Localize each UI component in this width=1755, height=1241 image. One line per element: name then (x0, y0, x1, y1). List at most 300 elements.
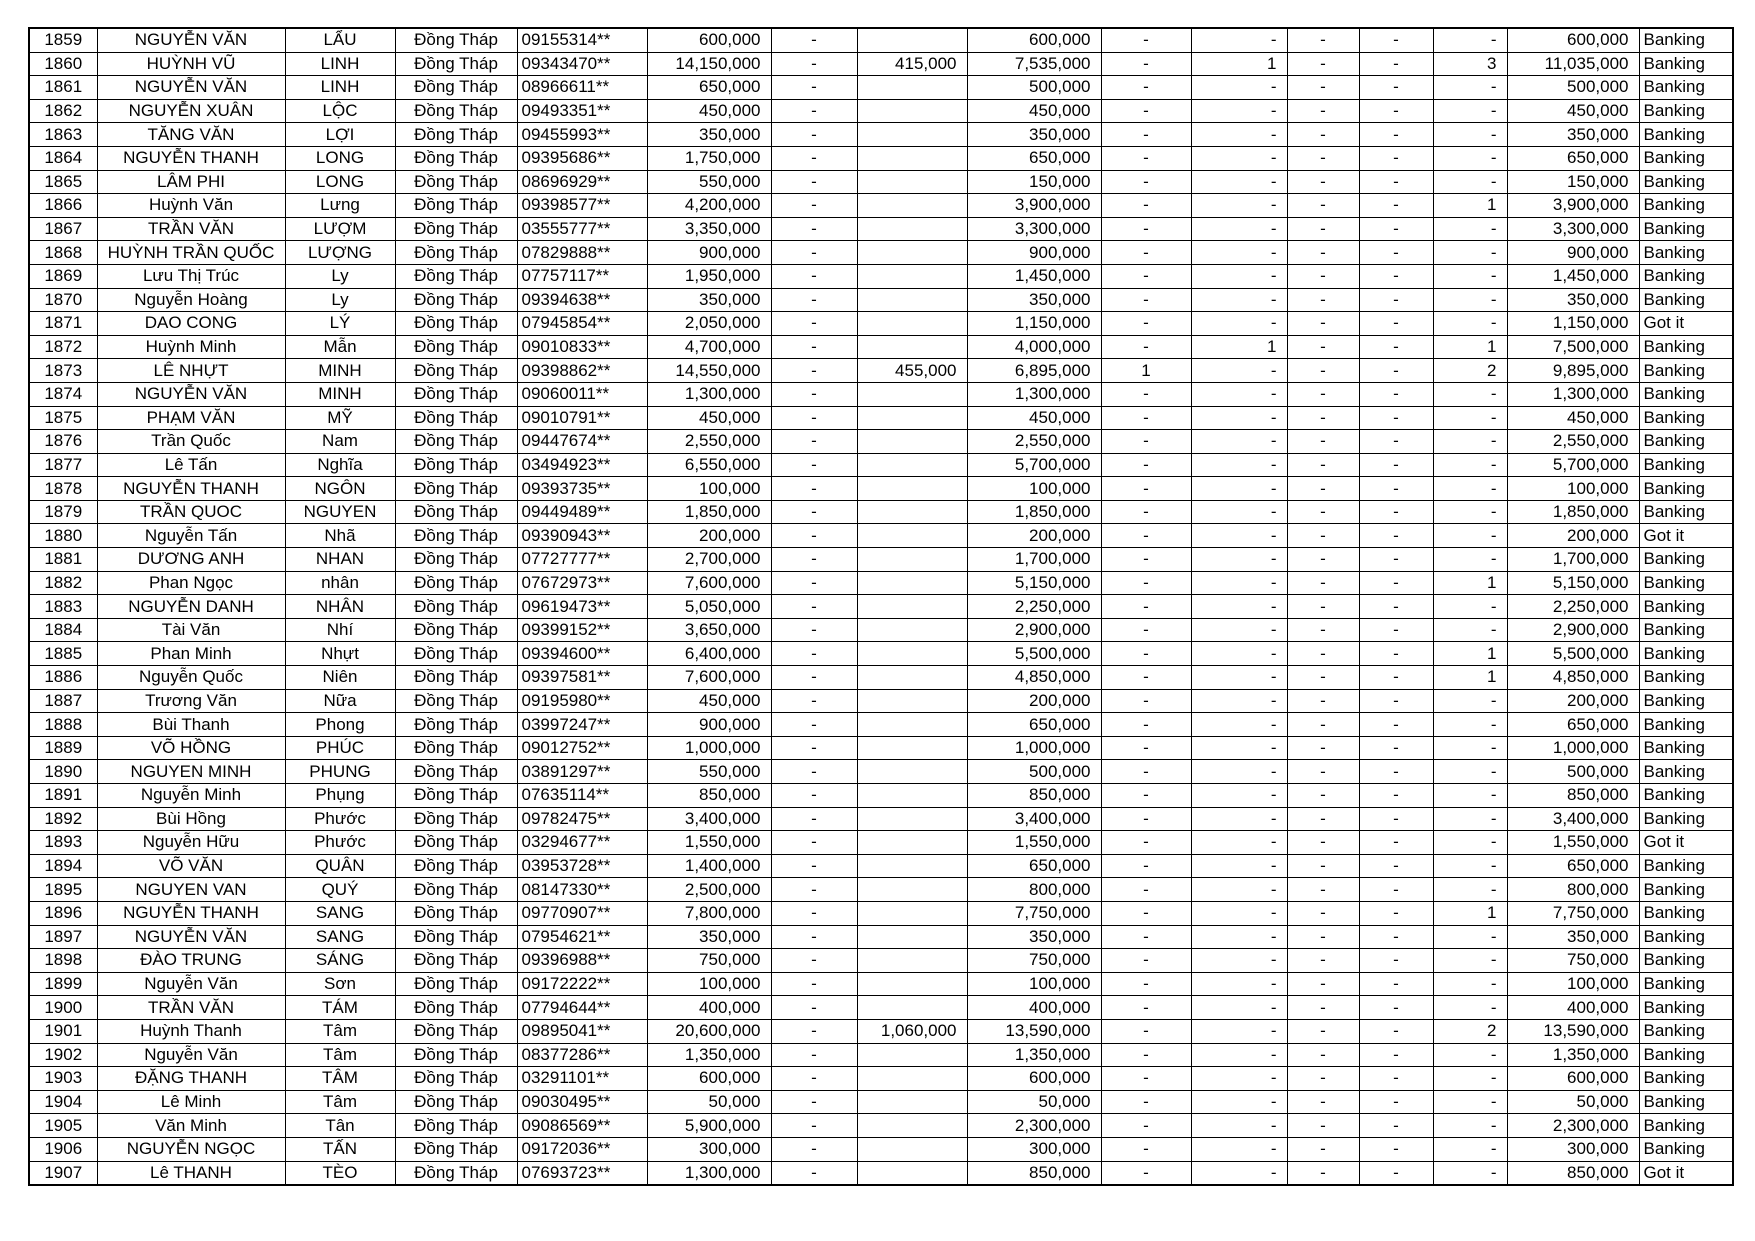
cell-deduction: - (771, 264, 857, 288)
cell-bonus-amount (857, 217, 967, 241)
cell-count-d: - (1359, 878, 1433, 902)
cell-count-d: - (1359, 689, 1433, 713)
cell-count-a: - (1101, 170, 1191, 194)
cell-phone-number: 09493351** (517, 99, 647, 123)
cell-deduction: - (771, 312, 857, 336)
cell-given-name: Phong (285, 713, 395, 737)
cell-bonus-amount (857, 28, 967, 52)
cell-given-name: Tâm (285, 1019, 395, 1043)
cell-count-c: - (1287, 477, 1359, 501)
cell-final-amount: 150,000 (1507, 170, 1639, 194)
cell-total-amount: 200,000 (647, 524, 771, 548)
cell-payment-method: Banking (1639, 666, 1733, 690)
cell-count-e: - (1433, 784, 1507, 808)
cell-province: Đồng Tháp (395, 925, 517, 949)
cell-payment-method: Banking (1639, 618, 1733, 642)
cell-province: Đồng Tháp (395, 713, 517, 737)
cell-given-name: Phụng (285, 784, 395, 808)
cell-count-e: 2 (1433, 1019, 1507, 1043)
cell-phone-number: 07794644** (517, 996, 647, 1020)
cell-given-name: LỘC (285, 99, 395, 123)
table-row (29, 854, 1733, 878)
cell-given-name: LỢI (285, 123, 395, 147)
cell-given-name: TÈO (285, 1161, 395, 1185)
cell-count-d: - (1359, 595, 1433, 619)
cell-row-number: 1879 (29, 500, 97, 524)
cell-province: Đồng Tháp (395, 1043, 517, 1067)
cell-phone-number: 07693723** (517, 1161, 647, 1185)
cell-count-b: - (1191, 925, 1287, 949)
cell-total-amount: 2,050,000 (647, 312, 771, 336)
cell-family-name: Nguyễn Hữu (97, 831, 285, 855)
cell-family-name: DAO CONG (97, 312, 285, 336)
cell-final-amount: 5,500,000 (1507, 642, 1639, 666)
cell-final-amount: 11,035,000 (1507, 52, 1639, 76)
cell-deduction: - (771, 170, 857, 194)
cell-phone-number: 03953728** (517, 854, 647, 878)
cell-count-a: - (1101, 760, 1191, 784)
cell-phone-number: 09086569** (517, 1114, 647, 1138)
cell-total-amount: 14,550,000 (647, 359, 771, 383)
table-row (29, 453, 1733, 477)
cell-count-d: - (1359, 264, 1433, 288)
cell-count-b: - (1191, 1019, 1287, 1043)
cell-paid-amount: 5,150,000 (967, 571, 1101, 595)
cell-deduction: - (771, 713, 857, 737)
cell-count-a: - (1101, 524, 1191, 548)
cell-row-number: 1880 (29, 524, 97, 548)
cell-given-name: SANG (285, 925, 395, 949)
cell-row-number: 1906 (29, 1137, 97, 1161)
cell-count-d: - (1359, 831, 1433, 855)
cell-province: Đồng Tháp (395, 382, 517, 406)
cell-final-amount: 1,700,000 (1507, 548, 1639, 572)
cell-family-name: VÕ HỒNG (97, 736, 285, 760)
cell-row-number: 1882 (29, 571, 97, 595)
cell-count-d: - (1359, 430, 1433, 454)
cell-count-d: - (1359, 312, 1433, 336)
cell-count-d: - (1359, 453, 1433, 477)
table-row (29, 123, 1733, 147)
cell-final-amount: 500,000 (1507, 76, 1639, 100)
cell-final-amount: 7,750,000 (1507, 901, 1639, 925)
cell-province: Đồng Tháp (395, 1067, 517, 1091)
cell-count-e: - (1433, 996, 1507, 1020)
cell-total-amount: 1,550,000 (647, 831, 771, 855)
cell-family-name: TRẦN QUOC (97, 500, 285, 524)
cell-payment-method: Banking (1639, 406, 1733, 430)
cell-bonus-amount (857, 1067, 967, 1091)
cell-count-d: - (1359, 642, 1433, 666)
cell-province: Đồng Tháp (395, 1161, 517, 1185)
cell-count-e: - (1433, 170, 1507, 194)
cell-province: Đồng Tháp (395, 1114, 517, 1138)
table-row (29, 949, 1733, 973)
cell-count-c: - (1287, 831, 1359, 855)
cell-count-e: - (1433, 1043, 1507, 1067)
cell-payment-method: Banking (1639, 949, 1733, 973)
cell-count-e: - (1433, 760, 1507, 784)
cell-phone-number: 03494923** (517, 453, 647, 477)
cell-payment-method: Banking (1639, 642, 1733, 666)
cell-phone-number: 03891297** (517, 760, 647, 784)
cell-count-d: - (1359, 901, 1433, 925)
cell-total-amount: 400,000 (647, 996, 771, 1020)
cell-count-d: - (1359, 996, 1433, 1020)
cell-family-name: HUỲNH TRẦN QUỐC (97, 241, 285, 265)
cell-count-e: - (1433, 524, 1507, 548)
cell-total-amount: 1,300,000 (647, 382, 771, 406)
cell-deduction: - (771, 288, 857, 312)
cell-family-name: NGUYỄN VĂN (97, 76, 285, 100)
cell-paid-amount: 13,590,000 (967, 1019, 1101, 1043)
cell-deduction: - (771, 477, 857, 501)
cell-count-d: - (1359, 217, 1433, 241)
cell-count-b: - (1191, 854, 1287, 878)
cell-count-b: - (1191, 878, 1287, 902)
cell-final-amount: 800,000 (1507, 878, 1639, 902)
table-body (29, 28, 1733, 1185)
cell-paid-amount: 2,300,000 (967, 1114, 1101, 1138)
cell-count-a: - (1101, 807, 1191, 831)
cell-given-name: LONG (285, 146, 395, 170)
cell-count-e: - (1433, 477, 1507, 501)
cell-row-number: 1866 (29, 194, 97, 218)
cell-count-c: - (1287, 618, 1359, 642)
cell-count-c: - (1287, 264, 1359, 288)
cell-paid-amount: 1,350,000 (967, 1043, 1101, 1067)
cell-payment-method: Banking (1639, 430, 1733, 454)
table-row (29, 406, 1733, 430)
cell-payment-method: Got it (1639, 831, 1733, 855)
cell-count-d: - (1359, 99, 1433, 123)
cell-phone-number: 09895041** (517, 1019, 647, 1043)
cell-family-name: Lê THANH (97, 1161, 285, 1185)
cell-final-amount: 3,900,000 (1507, 194, 1639, 218)
cell-phone-number: 09060011** (517, 382, 647, 406)
cell-given-name: LINH (285, 52, 395, 76)
cell-phone-number: 09172222** (517, 972, 647, 996)
cell-payment-method: Banking (1639, 241, 1733, 265)
cell-deduction: - (771, 807, 857, 831)
cell-province: Đồng Tháp (395, 288, 517, 312)
cell-count-e: - (1433, 618, 1507, 642)
cell-final-amount: 900,000 (1507, 241, 1639, 265)
cell-count-c: - (1287, 359, 1359, 383)
cell-row-number: 1891 (29, 784, 97, 808)
cell-count-b: - (1191, 1067, 1287, 1091)
cell-province: Đồng Tháp (395, 76, 517, 100)
cell-count-e: - (1433, 1114, 1507, 1138)
cell-paid-amount: 3,300,000 (967, 217, 1101, 241)
cell-paid-amount: 2,250,000 (967, 595, 1101, 619)
cell-count-a: - (1101, 1067, 1191, 1091)
cell-family-name: NGUYỄN THANH (97, 477, 285, 501)
cell-final-amount: 650,000 (1507, 854, 1639, 878)
cell-family-name: NGUYỄN THANH (97, 901, 285, 925)
cell-paid-amount: 600,000 (967, 28, 1101, 52)
cell-count-e: 1 (1433, 666, 1507, 690)
cell-family-name: NGUYEN MINH (97, 760, 285, 784)
cell-deduction: - (771, 1161, 857, 1185)
cell-bonus-amount (857, 1043, 967, 1067)
cell-count-e: - (1433, 972, 1507, 996)
cell-payment-method: Banking (1639, 878, 1733, 902)
cell-count-c: - (1287, 335, 1359, 359)
cell-phone-number: 09394600** (517, 642, 647, 666)
cell-deduction: - (771, 689, 857, 713)
cell-total-amount: 4,700,000 (647, 335, 771, 359)
cell-total-amount: 3,350,000 (647, 217, 771, 241)
cell-final-amount: 200,000 (1507, 524, 1639, 548)
cell-paid-amount: 4,000,000 (967, 335, 1101, 359)
cell-count-e: - (1433, 831, 1507, 855)
cell-phone-number: 09447674** (517, 430, 647, 454)
cell-given-name: Tâm (285, 1043, 395, 1067)
cell-count-b: - (1191, 666, 1287, 690)
cell-count-c: - (1287, 194, 1359, 218)
cell-payment-method: Banking (1639, 595, 1733, 619)
cell-payment-method: Banking (1639, 996, 1733, 1020)
cell-payment-method: Banking (1639, 807, 1733, 831)
cell-count-d: - (1359, 288, 1433, 312)
cell-phone-number: 09395686** (517, 146, 647, 170)
cell-bonus-amount: 415,000 (857, 52, 967, 76)
cell-final-amount: 1,450,000 (1507, 264, 1639, 288)
cell-count-a: - (1101, 241, 1191, 265)
cell-payment-method: Banking (1639, 760, 1733, 784)
cell-bonus-amount (857, 288, 967, 312)
cell-count-c: - (1287, 949, 1359, 973)
cell-row-number: 1864 (29, 146, 97, 170)
cell-deduction: - (771, 1137, 857, 1161)
cell-province: Đồng Tháp (395, 831, 517, 855)
cell-paid-amount: 6,895,000 (967, 359, 1101, 383)
cell-total-amount: 6,400,000 (647, 642, 771, 666)
cell-count-d: - (1359, 524, 1433, 548)
cell-count-e: - (1433, 382, 1507, 406)
cell-count-c: - (1287, 382, 1359, 406)
cell-count-e: 1 (1433, 642, 1507, 666)
cell-paid-amount: 350,000 (967, 123, 1101, 147)
cell-family-name: NGUYỄN THANH (97, 146, 285, 170)
cell-count-c: - (1287, 807, 1359, 831)
cell-given-name: TẤN (285, 1137, 395, 1161)
cell-bonus-amount (857, 878, 967, 902)
cell-count-c: - (1287, 1019, 1359, 1043)
cell-bonus-amount (857, 335, 967, 359)
cell-final-amount: 5,150,000 (1507, 571, 1639, 595)
cell-family-name: NGUYỄN VĂN (97, 925, 285, 949)
cell-row-number: 1867 (29, 217, 97, 241)
cell-count-b: - (1191, 194, 1287, 218)
cell-phone-number: 03294677** (517, 831, 647, 855)
cell-count-b: - (1191, 1043, 1287, 1067)
cell-row-number: 1899 (29, 972, 97, 996)
cell-total-amount: 450,000 (647, 689, 771, 713)
cell-bonus-amount (857, 807, 967, 831)
cell-row-number: 1886 (29, 666, 97, 690)
cell-count-b: - (1191, 477, 1287, 501)
table-row (29, 1067, 1733, 1091)
table-row (29, 760, 1733, 784)
cell-count-b: - (1191, 359, 1287, 383)
cell-row-number: 1889 (29, 736, 97, 760)
cell-bonus-amount (857, 642, 967, 666)
cell-count-e: - (1433, 430, 1507, 454)
cell-count-c: - (1287, 406, 1359, 430)
table-row (29, 1090, 1733, 1114)
cell-count-b: - (1191, 642, 1287, 666)
cell-payment-method: Banking (1639, 689, 1733, 713)
cell-bonus-amount (857, 666, 967, 690)
cell-count-a: - (1101, 500, 1191, 524)
cell-count-b: - (1191, 264, 1287, 288)
cell-family-name: VÕ VĂN (97, 854, 285, 878)
cell-count-a: - (1101, 453, 1191, 477)
cell-family-name: Trương Văn (97, 689, 285, 713)
cell-paid-amount: 1,450,000 (967, 264, 1101, 288)
cell-deduction: - (771, 901, 857, 925)
cell-deduction: - (771, 831, 857, 855)
cell-deduction: - (771, 430, 857, 454)
cell-count-a: - (1101, 901, 1191, 925)
cell-family-name: Nguyễn Tấn (97, 524, 285, 548)
cell-count-d: - (1359, 1114, 1433, 1138)
cell-final-amount: 650,000 (1507, 713, 1639, 737)
cell-payment-method: Banking (1639, 1043, 1733, 1067)
cell-family-name: LÂM PHI (97, 170, 285, 194)
cell-deduction: - (771, 878, 857, 902)
cell-given-name: PHUNG (285, 760, 395, 784)
cell-paid-amount: 300,000 (967, 1137, 1101, 1161)
cell-family-name: Huỳnh Văn (97, 194, 285, 218)
cell-count-c: - (1287, 99, 1359, 123)
cell-given-name: Nhí (285, 618, 395, 642)
cell-total-amount: 100,000 (647, 972, 771, 996)
cell-deduction: - (771, 52, 857, 76)
cell-family-name: Tài Văn (97, 618, 285, 642)
cell-count-a: - (1101, 972, 1191, 996)
cell-province: Đồng Tháp (395, 312, 517, 336)
cell-given-name: QUÂN (285, 854, 395, 878)
cell-bonus-amount (857, 241, 967, 265)
cell-count-c: - (1287, 430, 1359, 454)
cell-count-d: - (1359, 1043, 1433, 1067)
cell-province: Đồng Tháp (395, 335, 517, 359)
cell-phone-number: 08377286** (517, 1043, 647, 1067)
cell-final-amount: 750,000 (1507, 949, 1639, 973)
cell-count-e: - (1433, 807, 1507, 831)
cell-total-amount: 1,300,000 (647, 1161, 771, 1185)
cell-row-number: 1870 (29, 288, 97, 312)
cell-given-name: PHÚC (285, 736, 395, 760)
cell-paid-amount: 450,000 (967, 99, 1101, 123)
cell-payment-method: Banking (1639, 1067, 1733, 1091)
cell-paid-amount: 350,000 (967, 288, 1101, 312)
cell-given-name: NHÂN (285, 595, 395, 619)
cell-province: Đồng Tháp (395, 241, 517, 265)
cell-total-amount: 350,000 (647, 123, 771, 147)
cell-final-amount: 7,500,000 (1507, 335, 1639, 359)
cell-province: Đồng Tháp (395, 28, 517, 52)
cell-count-c: - (1287, 996, 1359, 1020)
cell-paid-amount: 3,400,000 (967, 807, 1101, 831)
cell-deduction: - (771, 595, 857, 619)
cell-deduction: - (771, 642, 857, 666)
cell-count-a: - (1101, 736, 1191, 760)
cell-paid-amount: 850,000 (967, 1161, 1101, 1185)
cell-row-number: 1872 (29, 335, 97, 359)
cell-paid-amount: 400,000 (967, 996, 1101, 1020)
cell-count-b: - (1191, 1090, 1287, 1114)
cell-given-name: Nhã (285, 524, 395, 548)
cell-count-a: - (1101, 217, 1191, 241)
cell-count-b: - (1191, 170, 1287, 194)
cell-count-d: - (1359, 713, 1433, 737)
cell-payment-method: Banking (1639, 548, 1733, 572)
cell-phone-number: 09397581** (517, 666, 647, 690)
cell-total-amount: 6,550,000 (647, 453, 771, 477)
cell-count-d: - (1359, 807, 1433, 831)
cell-count-c: - (1287, 666, 1359, 690)
cell-count-c: - (1287, 878, 1359, 902)
cell-count-d: - (1359, 123, 1433, 147)
cell-family-name: TRẦN VĂN (97, 996, 285, 1020)
cell-bonus-amount (857, 736, 967, 760)
cell-bonus-amount (857, 618, 967, 642)
cell-province: Đồng Tháp (395, 689, 517, 713)
cell-count-a: - (1101, 571, 1191, 595)
cell-total-amount: 14,150,000 (647, 52, 771, 76)
cell-count-e: 1 (1433, 901, 1507, 925)
cell-province: Đồng Tháp (395, 524, 517, 548)
cell-count-a: - (1101, 1137, 1191, 1161)
table-row (29, 288, 1733, 312)
cell-phone-number: 09398577** (517, 194, 647, 218)
cell-count-d: - (1359, 1161, 1433, 1185)
cell-deduction: - (771, 949, 857, 973)
cell-total-amount: 850,000 (647, 784, 771, 808)
cell-total-amount: 1,350,000 (647, 1043, 771, 1067)
cell-family-name: LÊ NHỰT (97, 359, 285, 383)
cell-count-e: 1 (1433, 194, 1507, 218)
cell-family-name: NGUYEN VAN (97, 878, 285, 902)
cell-family-name: NGUYỄN VĂN (97, 382, 285, 406)
cell-total-amount: 50,000 (647, 1090, 771, 1114)
cell-count-e: 1 (1433, 571, 1507, 595)
cell-final-amount: 350,000 (1507, 123, 1639, 147)
cell-count-a: - (1101, 831, 1191, 855)
cell-family-name: Lê Tấn (97, 453, 285, 477)
table-row (29, 99, 1733, 123)
cell-phone-number: 07829888** (517, 241, 647, 265)
cell-province: Đồng Tháp (395, 1090, 517, 1114)
cell-given-name: LƯỢNG (285, 241, 395, 265)
cell-count-a: - (1101, 1114, 1191, 1138)
cell-final-amount: 4,850,000 (1507, 666, 1639, 690)
cell-phone-number: 09010833** (517, 335, 647, 359)
cell-province: Đồng Tháp (395, 854, 517, 878)
cell-bonus-amount (857, 264, 967, 288)
cell-deduction: - (771, 1043, 857, 1067)
cell-given-name: Nhựt (285, 642, 395, 666)
cell-count-a: - (1101, 1043, 1191, 1067)
cell-bonus-amount (857, 76, 967, 100)
cell-count-c: - (1287, 901, 1359, 925)
cell-deduction: - (771, 972, 857, 996)
cell-bonus-amount (857, 430, 967, 454)
